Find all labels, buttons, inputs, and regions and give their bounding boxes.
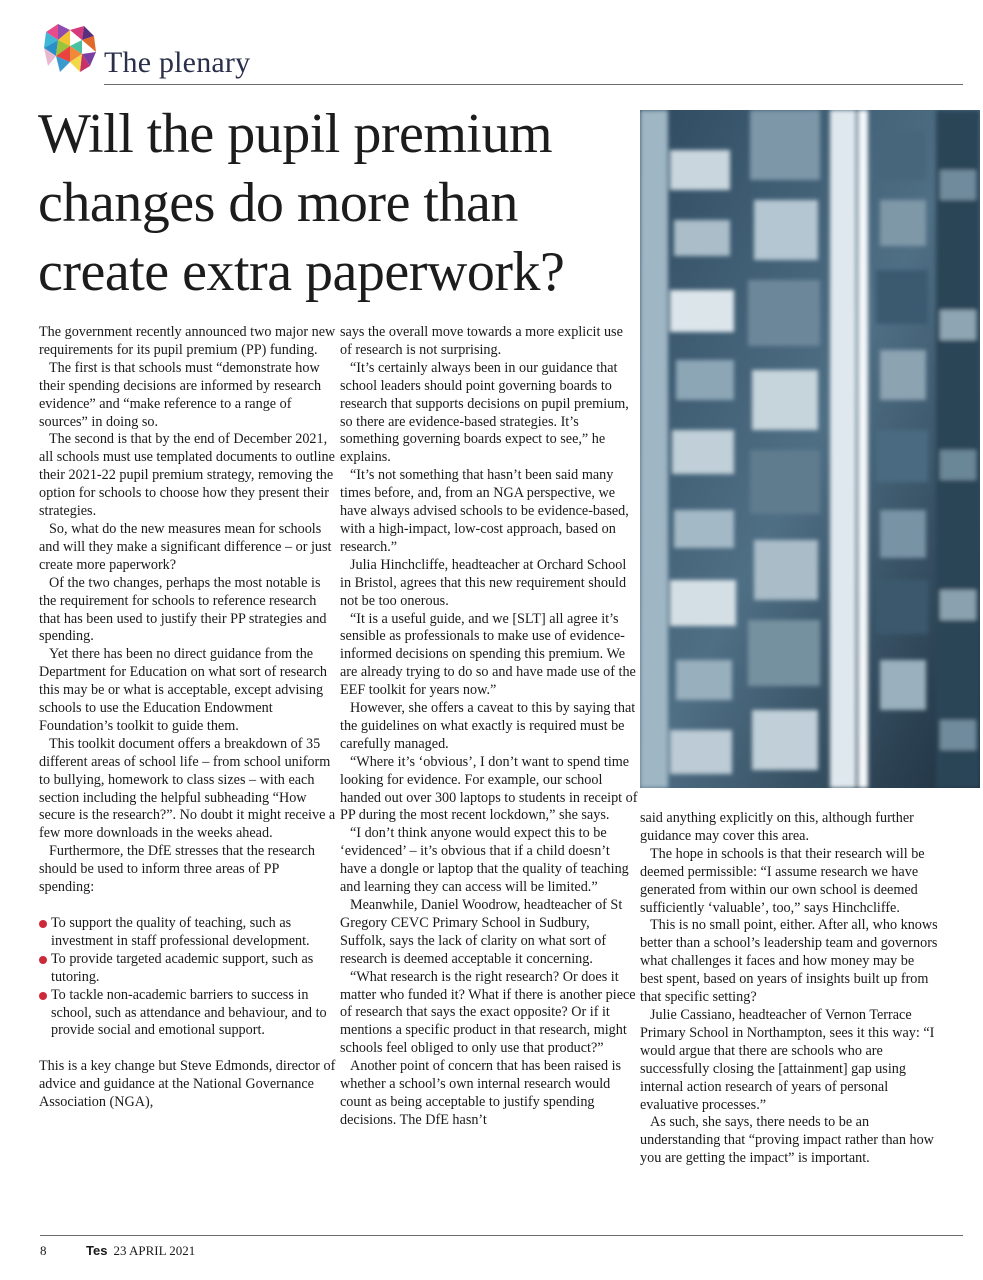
paragraph: Meanwhile, Daniel Woodrow, headteacher of St Gregory CEVC Primary School in Sudbury, Suffolk, says the lack of clarity on what sort of research is deemed acceptable it concerning. <box>340 897 623 967</box>
page-footer <box>40 1243 195 1259</box>
paragraph: “Where it’s ‘obvious’, I don’t want to spend time looking for evidence. For example, our school handed out over 300 laptops to students in receipt of PP during the most recent lockdown,” she says. <box>340 753 638 824</box>
tes-logo <box>40 22 98 76</box>
paragraph: The government recently announced two major new requirements for its pupil premium (PP) funding. <box>39 324 336 358</box>
paragraph: “It is a useful guide, and we [SLT] all agree it’s sensible as professionals to make use of evidence-informed decisions on spending this premium. We are already trying to do so and have made use of the EEF toolkit for years now.” <box>340 610 636 699</box>
header-divider <box>104 84 963 85</box>
paragraph: “I don’t think anyone would expect this to be ‘evidenced’ – it’s obvious that if a child doesn’t have a dongle or laptop that the quality of teaching and learning they can access will be limited.” <box>340 825 629 896</box>
paragraph: “It’s certainly always been in our guidance that school leaders should point governing boards to research that supports decisions on pupil premium, so there are evidence-based strategies. It’s something governing boards expect to see,” he explains. <box>340 359 629 466</box>
paragraph: The first is that schools must “demonstrate how their spending decisions are informed by research evidence” and “make reference to a range of sources” in doing so. <box>39 359 322 430</box>
page-number: 8 <box>40 1243 47 1258</box>
paragraph: Furthermore, the DfE stresses that the research should be used to inform three areas of PP spending: <box>39 843 315 896</box>
article-column-2 <box>340 324 638 1130</box>
article-column-3 <box>640 810 940 1168</box>
paragraph: So, what do the new measures mean for schools and will they make a significant difference – or just create more paperwork? <box>39 520 332 573</box>
paragraph: “What research is the right research? Or does it matter who funded it? What if there is another piece of research that says the exact opposite? Or if it mentions a specific product in that research, might schools feel obliged to only use that product?” <box>340 968 636 1057</box>
paragraph: This is no small point, either. After all, who knows better than a school’s leadership team and governors what challenges it faces and how money may be best spent, based on years of insights built up from that specific setting? <box>640 917 938 1006</box>
laptops-photo <box>640 110 980 788</box>
paragraph: As such, she says, there needs to be an understanding that “proving impact rather than how you are getting the impact” is important. <box>640 1114 934 1167</box>
bullet-dot-icon <box>39 992 47 1000</box>
paragraph: Yet there has been no direct guidance from the Department for Education on what sort of research this may be or what is acceptable, except advising schools to use the Education Endowment Foundation’s toolkit to guide them. <box>39 646 327 734</box>
footer-divider <box>40 1235 963 1236</box>
bullet-dot-icon <box>39 920 47 928</box>
paragraph: This is a key change but Steve Edmonds, director of advice and guidance at the National Governance Association (NGA), <box>39 1058 336 1111</box>
brand-name: Tes <box>86 1243 108 1258</box>
headline: Will the pupil premium changes do more than create extra paperwork? <box>38 103 565 303</box>
paragraph: “It’s not something that hasn’t been said many times before, and, from an NGA perspective, we have always advised schools to be evidence-based, with a high-impact, low-cost approach, based on research.” <box>340 467 629 555</box>
list-item: To provide targeted academic support, such as tutoring. <box>39 951 337 987</box>
article-column-1 <box>39 324 337 1112</box>
list-item: To tackle non-academic barriers to success in school, such as attendance and behaviour, and to provide social and emotional support. <box>39 987 337 1041</box>
paragraph: says the overall move towards a more explicit use of research is not surprising. <box>340 324 623 358</box>
paragraph: However, she offers a caveat to this by saying that the guidelines on what exactly is required must be carefully managed. <box>340 700 636 752</box>
list-item: To support the quality of teaching, such as investment in staff professional development. <box>39 915 337 951</box>
paragraph: Julie Cassiano, headteacher of Vernon Terrace Primary School in Northampton, sees it this way: “I would argue that there are schools who are successfully closing the [attainment] gap using internal action research of years of personal evaluative processes.” <box>640 1006 935 1113</box>
issue-date: 23 APRIL 2021 <box>113 1243 196 1258</box>
paragraph: The second is that by the end of December 2021, all schools must use templated documents to outline their 2021-22 pupil premium strategy, removing the option for schools to choose how they present their strategies. <box>39 431 335 520</box>
bullet-dot-icon <box>39 956 47 964</box>
paragraph: The hope in schools is that their research will be deemed permissible: “I assume research we have generated from within our own school is deemed sufficiently ‘valuable’, too,” says Hinchcliffe. <box>640 845 925 916</box>
bullet-list <box>39 915 337 1040</box>
paragraph: said anything explicitly on this, although further guidance may cover this area. <box>640 810 914 844</box>
paragraph: Another point of concern that has been raised is whether a school’s own internal research would count as being acceptable to justify spending decisions. The DfE hasn’t <box>340 1058 622 1128</box>
paragraph: Of the two changes, perhaps the most notable is the requirement for schools to reference research that has been used to justify their PP strategies and spending. <box>39 574 327 645</box>
section-title: The plenary <box>104 46 251 79</box>
paragraph: Julia Hinchcliffe, headteacher at Orchard School in Bristol, agrees that this new requirement should not be too onerous. <box>340 556 627 609</box>
paragraph: This toolkit document offers a breakdown of 35 different areas of school life – from school uniform to bullying, homework to class sizes – with each section including the helpful subheading “How secure is the research?”. No doubt it might receive a few more downloads in the weeks ahead. <box>39 735 336 842</box>
